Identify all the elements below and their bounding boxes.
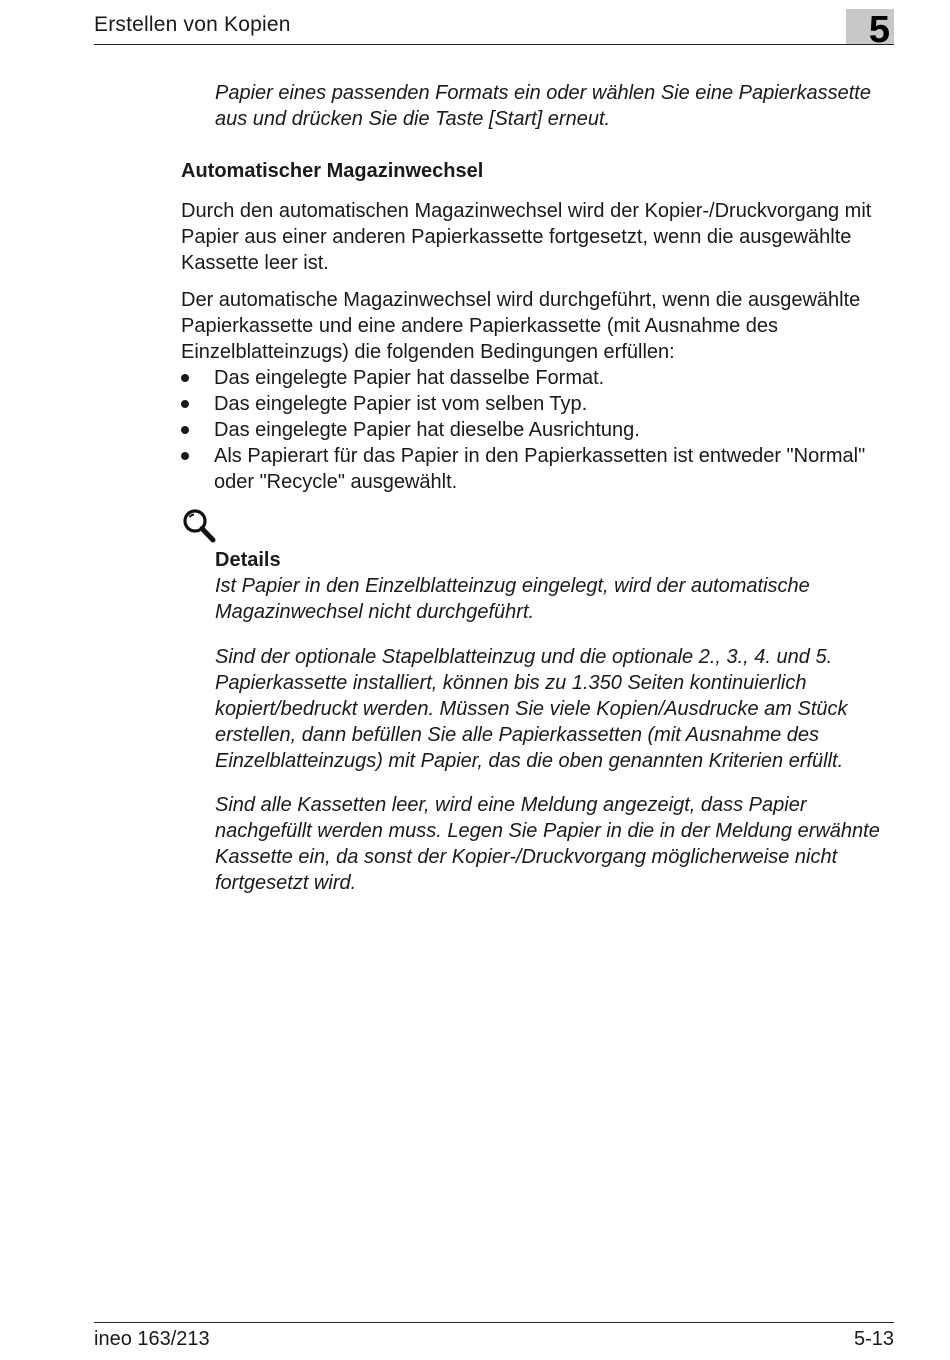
footer-product-name: ineo 163/213 <box>94 1328 210 1350</box>
bullet-icon <box>181 426 189 434</box>
details-paragraph-3: Sind alle Kassetten leer, wird eine Meldung angezeigt, dass Papier nachgefüllt werden muss. Legen Sie Papier in die in der Meldung erwähnte Kassette ein, da sonst der Kopier-/Druckvorgang möglicherweise nicht fortgesetzt wird. <box>215 794 880 894</box>
bullet-icon <box>181 400 189 408</box>
details-paragraph-1: Ist Papier in den Einzelblatteinzug eingelegt, wird der automatische Magazinwechsel nicht durchgeführt. <box>215 575 810 623</box>
list-item-text: Das eingelegte Papier hat dieselbe Ausrichtung. <box>214 419 640 441</box>
running-header-title: Erstellen von Kopien <box>94 13 291 36</box>
details-paragraph-2: Sind der optionale Stapelblatteinzug und die optionale 2., 3., 4. und 5. Papierkassette installiert, können bis zu 1.350 Seiten kontinuierlich kopiert/bedruckt werden. Müssen Sie viele Kopien/Ausdrucke am Stück erstellen, dann befüllen Sie alle Papierkassetten (mit Ausnahme des Einzelblatteinzugs) mit Papier, das die oben genannten Kriterien erfüllt. <box>215 646 848 772</box>
list-item <box>181 443 896 495</box>
magnifier-icon <box>181 508 217 544</box>
chapter-tab <box>846 9 894 51</box>
conditions-list <box>181 365 896 495</box>
section-paragraph-2: Der automatische Magazinwechsel wird durchgeführt, wenn die ausgewählte Papierkassette und eine andere Papierkassette (mit Ausnahme des Einzelblatteinzugs) die folgenden Bedingungen erfüllen: <box>181 289 861 363</box>
list-item <box>181 417 896 443</box>
intro-paragraph: Papier eines passenden Formats ein oder wählen Sie eine Papierkassette aus und drücken Sie die Taste [Start] erneut. <box>215 82 871 130</box>
list-item-text: Das eingelegte Papier ist vom selben Typ. <box>214 393 588 415</box>
chapter-number: 5 <box>868 9 890 51</box>
details-heading: Details <box>215 549 281 571</box>
list-item <box>181 391 896 417</box>
footer-page-number: 5-13 <box>853 1328 894 1350</box>
bullet-icon <box>181 452 189 460</box>
list-item-text: Das eingelegte Papier hat dasselbe Format. <box>214 367 605 389</box>
header-divider <box>94 44 894 45</box>
section-heading: Automatischer Magazinwechsel <box>181 160 484 182</box>
list-item-text: Als Papierart für das Papier in den Papierkassetten ist entweder "Normal" oder "Recycle" ausgewählt. <box>214 445 866 493</box>
list-item <box>181 365 896 391</box>
bullet-icon <box>181 374 189 382</box>
section-paragraph-1: Durch den automatischen Magazinwechsel wird der Kopier-/Druckvorgang mit Papier aus einer anderen Papierkassette fortgesetzt, wenn die ausgewählte Kassette leer ist. <box>181 200 872 274</box>
footer-divider <box>94 1322 894 1323</box>
